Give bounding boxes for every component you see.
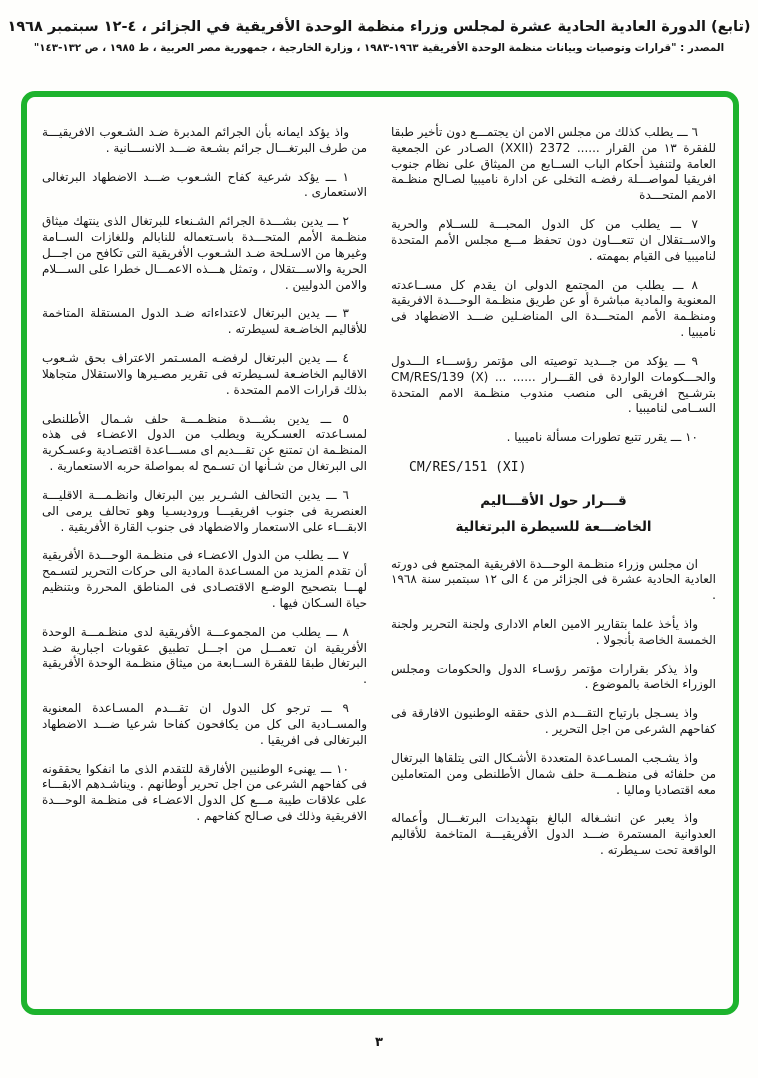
operative-1: ١ ـــ يؤكد شرعية كفاح الشـعوب ضـــد الاضطهاد البرتغالى الاستعمارى . — [42, 169, 367, 200]
column-left-second — [42, 125, 367, 999]
content-frame — [21, 91, 739, 1015]
resolution-title — [391, 489, 716, 540]
operative-8: ٨ ـــ يطلب من المجموعـــة الأفريقية لدى منظـمـــة الوحدة الأفريقية ان تعمـــل من اجـــل تطبيق عقوبات اجبارية ضـد البرتغال طبقا للفقرة الســابعة من ميثاق منظـمة الوحدة الأفريقية . — [42, 624, 367, 687]
operative-5: ٥ ـــ يدين بشـــدة منظـمـــة حلف شـمال الأطلنطى لمسـاعدته العسـكرية ويطلب من الدول الاعضـاء فى هذه المنظـمة ان تمتنع عن تقـــديم اى مســـاعدة اقتصـادية وعسـكرية الى البرتغال من شـأنها ان تسـمح له بمواصلة حربه الاستعمارية . — [42, 411, 367, 474]
column-right-first — [391, 125, 716, 999]
preamble-concern: واذ يعبر عن انشـغاله البالغ بتهديدات البرتغـــال وأعماله العدوانية المستمرة ضـــد الدول الأفريقيـــة المتاخمة للأقاليم الواقعة تحت سـيطرته . — [391, 811, 716, 858]
session-title: (تابع) الدورة العادية الحادية عشرة لمجلس وزراء منظمة الوحدة الأفريقية في الجزائر ، ٤-١٢ سبتمبر ١٩٦٨ — [7, 19, 751, 35]
clause-8: ٨ ـــ يطلب من المجتمع الدولى ان يقدم كل مســاعدته المعنوية والمادية مباشرة أو عن طريق منظـمة الوحـــدة الافريقية ومنظـمة الأمم المتحـــدة الى المناضـلين ضـــد الاضطهاد فى ناميبيا . — [391, 277, 716, 340]
operative-4: ٤ ـــ يدين البرتغال لرفضـه المسـتمر الاعتراف بحق شـعوب الاقاليم الخاضـعة لسـيطرته فى تقرير مصـيرها والاستقلال متجاهلا بذلك قرارات الامم المتحدة . — [42, 351, 367, 397]
resolution-reference: CM/RES/151 (XI) — [409, 460, 527, 476]
clause-9: ٩ ـــ يؤكد من جـــديد توصيته الى مؤتمر رؤســـاء الـــدول والحـــكومات الواردة فى القـــرار ...... ... CM/RES/139 (X) بترشـيح افريقى الى منصب مندوب منظـمة الامم المتحدة الســامى لناميبيا . — [391, 353, 716, 416]
operative-7: ٧ ـــ يطلب من الدول الاعضـاء فى منظـمة الوحـــدة الأفريقية أن تقدم المزيد من المسـاعدة المادية الى حركات التحرير لتسـمح لهـــا بتصحيح الوضـع الاقتصـادى فى المناطق المحررة وبتنظيم حياة السـكان فيها . — [42, 548, 367, 610]
operative-9: ٩ ـــ ترجو كل الدول ان تقـــدم المسـاعدة المعنوية والمســادية الى كل من يكافحون كفاحا شرعيا ضـــد الاضطهاد البرتغالى فى افريقيا . — [42, 701, 367, 747]
preamble-reports: واذ يأخذ علما بتقارير الامين العام الادارى ولجنة التحرير ولجنة الخمسة الخاصة بأنجولا . — [391, 617, 716, 647]
resolution-title-line2: الخاضـــعة للسيطرة البرتغالية — [455, 518, 652, 535]
operative-10: ١٠ ـــ يهنىء الوطنيين الأفارقة للتقدم الذى ما انفكوا يحققونه فى كفاحهم الشرعى من اجل تحرير أوطانهم . ويناشـدهم الابقـــاء على علاقات طيبة مـــع كل الدول الاعضـاء فى منظـمة الوحـــدة الافريقية وذلك فى صـالح كفاحهم . — [42, 761, 367, 823]
source-citation: المصدر : "قرارات وتوصيات وبيانات منظمة الوحدة الأفريقية ١٩٦٣-١٩٨٣ ، وزارة الخارجية ، جمهورية مصر العربية ، ط ١٩٨٥ ، ص ١٣٢-١٤٣" — [33, 42, 725, 54]
page-header — [0, 0, 758, 54]
preamble-recalls: واذ يذكر بقرارات مؤتمر رؤسـاء الدول والحكومات ومجلس الوزراء الخاصة بالموضوع . — [391, 661, 716, 692]
clause-10: ١٠ ـــ يقرر تتبع تطورات مسألة ناميبيا . — [506, 430, 698, 445]
page-number: ٣ — [375, 1035, 383, 1050]
clause-7: ٧ ـــ يطلب من كل الدول المحبـــة للســلام والحرية والاســتقلال ان تتعـــاون دون تحفظ مـــع مجلس الأمم المتحدة لناميبيا فى القيام بمهمته . — [391, 217, 716, 263]
operative-3: ٣ ـــ يدين البرتغال لاعتداءاته ضـد الدول المستقلة المتاخمة للأقاليم الخاضـعة لسيطرته . — [42, 306, 367, 337]
preamble-condemns-aid: واذ يشـجب المسـاعدة المتعددة الأشـكال التى يتلقاها البرتغال من حلفائه فى منظـمـــة حلف شمال الأطلنطى ومن المتعاملين معه اقتصاديا وماليا . — [391, 750, 716, 797]
preamble-crimes: واذ يؤكد ايمانه بأن الجرائم المدبرة ضـد الشـعوب الافريقيـــة من طرف البرتغـــال جرائم بشـعة ضـــد الانســـانية . — [42, 125, 367, 155]
resolution-title-line1: قـــرار حول الأقـــاليم — [480, 493, 627, 510]
operative-2: ٢ ـــ يدين بشـــدة الجرائم الشـنعاء للبرتغال الذى ينتهك ميثاق منظـمة الأمم المتحـــدة باسـتعماله للنابالم وللغازات الســامة وغيرها من الاسـلحة ضـد الشـعوب الأفريقية التى تكافح من اجـــل الحرية والاســـتقلال ، وتمثل هـــذه الاعمـــال خطرا على الســـلام والامن الدوليين . — [42, 214, 367, 292]
preamble-session: ان مجلس وزراء منظـمة الوحـــدة الافريقية المجتمع فى دورته العادية الحادية عشرة فى الجزائر من ٤ الى ١٢ سبتمبر سنة ١٩٦٨ . — [391, 556, 716, 603]
clause-6: ٦ ـــ يطلب كذلك من مجلس الامن ان يجتمـــع دون تأخير طبقا للفقرة ١٣ من القرار ...... 2372 (XXII) الصـادر عن الجمعية العامة ولتنفيذ أحكام الباب الســابع من الميثاق على نظام جنوب افريقيا لمواصـــلة رفضـه التخلى عن ادارة ناميبيا لصـالح منظـمة الامم المتحـــدة — [391, 125, 716, 203]
operative-6: ٦ ـــ يدين التحالف الشـرير بين البرتغال وانظـمـــة الاقليـــة العنصرية فى جنوب افريقيـــا وروديسـيا وهو تحالف يرمى الى الابقـــاء على الاستعمار والاضطهاد فى جنوب القارة الأفريقية . — [42, 487, 367, 534]
preamble-progress: واذ يسـجل بارتياح التقـــدم الذى حققه الوطنيون الافارقة فى كفاحهم الشرعى من اجل التحرير . — [391, 706, 716, 737]
